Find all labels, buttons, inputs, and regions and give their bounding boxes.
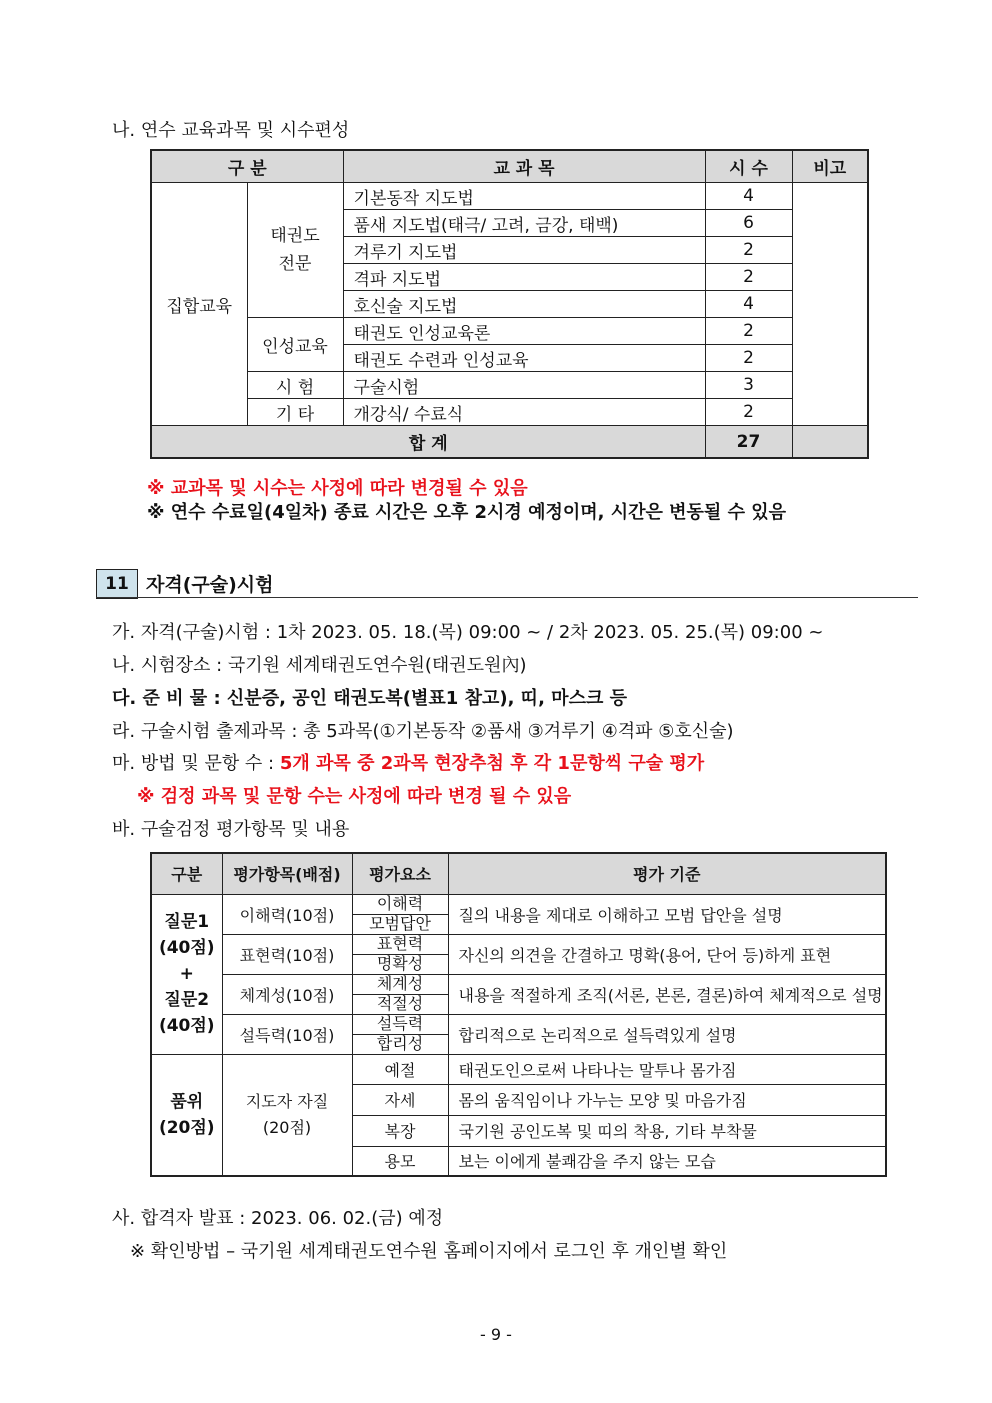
- total-label: 합 계: [151, 426, 705, 459]
- question1-score: (40점): [158, 938, 215, 958]
- subgroup-taekwondo: [247, 183, 343, 318]
- total-hours: 27: [705, 426, 792, 459]
- eval-criteria: 자신의 의견을 간결하고 명확(용어, 단어 등)하게 표현: [448, 934, 886, 974]
- item-ga: 가. 자격(구술)시험 : 1차 2023. 05. 18.(목) 09:00 ~ / 2차 2023. 05. 25.(목) 09:00 ~: [112, 622, 824, 643]
- dignity-label: 품위: [170, 1091, 204, 1112]
- eval-element: 적절성: [352, 994, 448, 1014]
- section-title: 자격(구술)시험: [146, 574, 274, 596]
- subject-cell: 겨루기 지도법: [343, 237, 705, 264]
- eval-item: 체계성(10점): [222, 974, 352, 1014]
- hours-cell: 3: [705, 372, 792, 399]
- item-ra: 라. 구술시험 출제과목 : 총 5과목(①기본동작 ②품새 ③겨루기 ④격파 ⑤호신술): [112, 721, 734, 742]
- subject-cell: 태권도 인성교육론: [343, 318, 705, 345]
- hours-cell: 2: [705, 345, 792, 372]
- subject-cell: 품새 지도법(태극/ 고려, 금강, 태백): [343, 210, 705, 237]
- subgroup-character: 인성교육: [247, 318, 343, 372]
- eval-element: 예절: [352, 1054, 448, 1084]
- hours-cell: 6: [705, 210, 792, 237]
- item-ma-note: ※ 검정 과목 및 문항 수는 사정에 따라 변경 될 수 있음: [137, 786, 572, 807]
- eval-element: 자세: [352, 1084, 448, 1115]
- header-element: 평가요소: [352, 853, 448, 894]
- curriculum-note-2: ※ 연수 수료일(4일차) 종료 시간은 오후 2시경 예정이며, 시간은 변동될 수 있음: [147, 502, 787, 523]
- item-ba: 바. 구술검정 평가항목 및 내용: [112, 819, 350, 840]
- hours-cell: 2: [705, 264, 792, 291]
- subgroup-taekwondo-line1: 태권도: [270, 226, 320, 246]
- dignity-score: (20점): [158, 1117, 215, 1138]
- subject-cell: 태권도 수련과 인성교육: [343, 345, 705, 372]
- eval-element: 명확성: [352, 954, 448, 974]
- header-item: 평가항목(배점): [222, 853, 352, 894]
- hours-cell: 4: [705, 183, 792, 210]
- subject-cell: 개강식/ 수료식: [343, 399, 705, 426]
- hours-cell: 2: [705, 399, 792, 426]
- eval-criteria: 국기원 공인도복 및 띠의 착용, 기타 부착물: [448, 1115, 886, 1146]
- header-division: 구 분: [151, 150, 343, 183]
- item-sa: 사. 합격자 발표 : 2023. 06. 02.(금) 예정: [112, 1208, 444, 1229]
- subject-cell: 기본동작 지도법: [343, 183, 705, 210]
- eval-element: 용모: [352, 1146, 448, 1176]
- section-divider: [96, 597, 918, 598]
- section-subheading: 나. 연수 교육과목 및 시수편성: [112, 120, 350, 141]
- header-criteria: 평가 기준: [448, 853, 886, 894]
- subject-cell: 격파 지도법: [343, 264, 705, 291]
- question1-label: 질문1: [164, 912, 210, 932]
- eval-element: 표현력: [352, 934, 448, 954]
- plus-label: +: [179, 964, 194, 984]
- eval-criteria: 보는 이에게 불쾌감을 주지 않는 모습: [448, 1146, 886, 1176]
- header-note: 비고: [792, 150, 868, 183]
- item-ma-method: 5개 과목 중 2과목 현장추첨 후 각 1문항씩 구술 평가: [279, 753, 705, 774]
- eval-criteria: 몸의 움직임이나 가누는 모양 및 마음가짐: [448, 1084, 886, 1115]
- header-hours: 시 수: [705, 150, 792, 183]
- eval-criteria: 질의 내용을 제대로 이해하고 모범 답안을 설명: [448, 894, 886, 934]
- subject-cell: 호신술 지도법: [343, 291, 705, 318]
- eval-element: 모범답안: [352, 914, 448, 934]
- question-score-label: [151, 894, 222, 1054]
- note-cell: [792, 183, 868, 426]
- eval-criteria: 태권도인으로써 나타나는 말투나 몸가짐: [448, 1054, 886, 1084]
- item-na: 나. 시험장소 : 국기원 세계태권도연수원(태권도원內): [112, 655, 527, 676]
- hours-cell: 2: [705, 237, 792, 264]
- group-label: 집합교육: [151, 183, 247, 426]
- header-division: 구분: [151, 853, 222, 894]
- subgroup-taekwondo-line2: 전문: [278, 254, 312, 274]
- question2-label: 질문2: [164, 990, 210, 1010]
- item-ma-prefix: 마. 방법 및 문항 수 :: [112, 753, 280, 774]
- dignity-score-label: [151, 1054, 222, 1176]
- eval-item: 설득력(10점): [222, 1014, 352, 1054]
- hours-cell: 2: [705, 318, 792, 345]
- total-note: [792, 426, 868, 459]
- page-number: - 9 -: [480, 1325, 512, 1344]
- eval-item-leader: [222, 1054, 352, 1176]
- item-ma: [112, 749, 704, 775]
- curriculum-table: [150, 149, 869, 459]
- header-subject: 교 과 목: [343, 150, 705, 183]
- leader-quality-label: 지도자 자질: [245, 1091, 329, 1111]
- subgroup-exam: 시 험: [247, 372, 343, 399]
- eval-item: 표현력(10점): [222, 934, 352, 974]
- evaluation-table: [150, 852, 887, 1177]
- eval-element: 합리성: [352, 1034, 448, 1054]
- subject-cell: 구술시험: [343, 372, 705, 399]
- eval-criteria: 내용을 적절하게 조직(서론, 본론, 결론)하여 체계적으로 설명: [448, 974, 886, 1014]
- eval-criteria: 합리적으로 논리적으로 설득력있게 설명: [448, 1014, 886, 1054]
- item-sa-note: ※ 확인방법 – 국기원 세계태권도연수원 홈페이지에서 로그인 후 개인별 확인: [130, 1241, 728, 1262]
- item-da: 다. 준 비 물 : 신분증, 공인 태권도복(별표1 참고), 띠, 마스크 등: [112, 688, 627, 709]
- eval-element: 복장: [352, 1115, 448, 1146]
- hours-cell: 4: [705, 291, 792, 318]
- eval-element: 이해력: [352, 894, 448, 914]
- eval-item: 이해력(10점): [222, 894, 352, 934]
- leader-quality-score: (20점): [262, 1117, 312, 1137]
- subgroup-etc: 기 타: [247, 399, 343, 426]
- eval-element: 설득력: [352, 1014, 448, 1034]
- eval-element: 체계성: [352, 974, 448, 994]
- section-number: 11: [96, 569, 138, 599]
- curriculum-note-1: ※ 교과목 및 시수는 사정에 따라 변경될 수 있음: [147, 478, 528, 499]
- question2-score: (40점): [158, 1016, 215, 1036]
